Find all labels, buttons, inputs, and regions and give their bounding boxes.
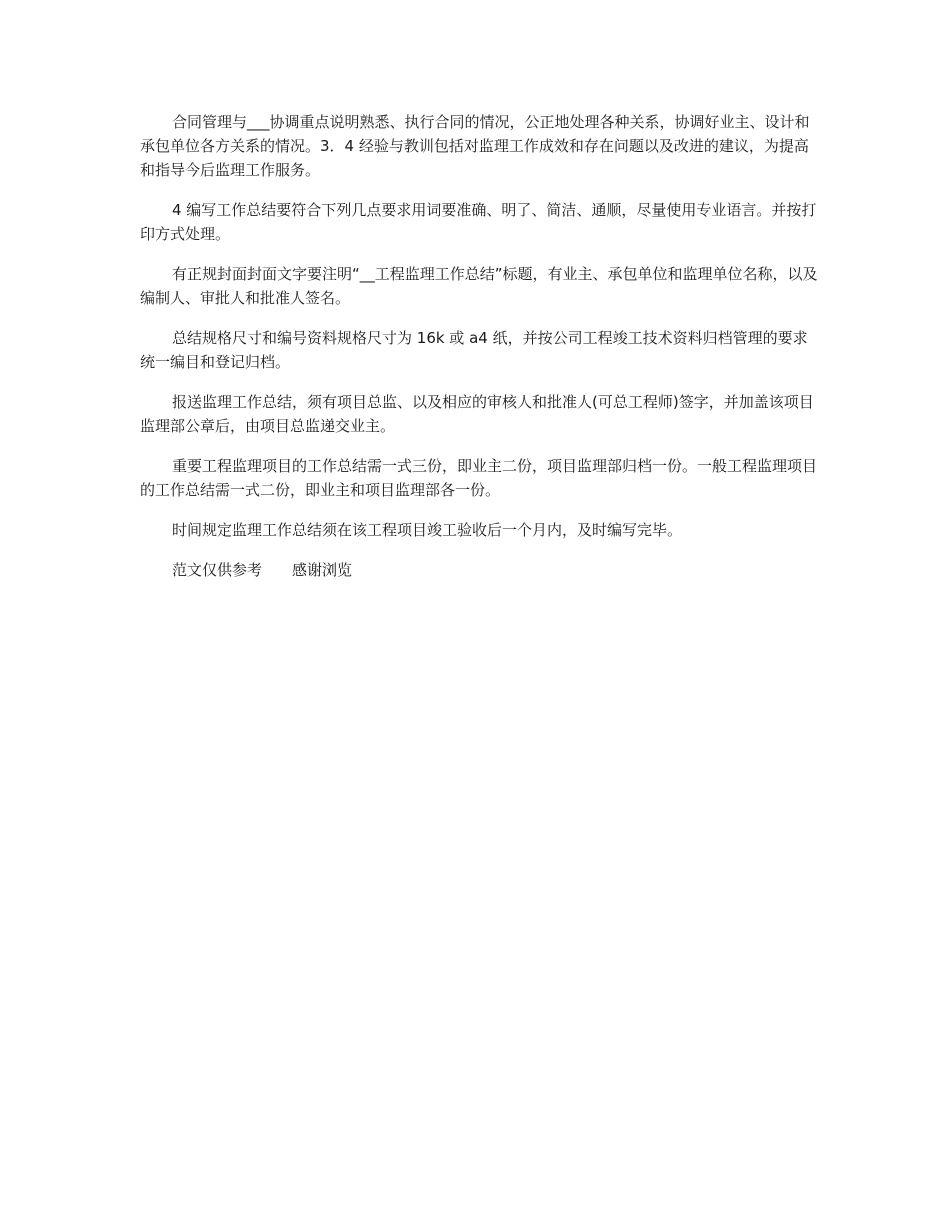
paragraph-writing-requirements: 4 编写工作总结要符合下列几点要求用词要准确、明了、简洁、通顺，尽量使用专业语言。并按打印方式处理。: [140, 201, 817, 243]
paragraph-copies: 重要工程监理项目的工作总结需一式三份，即业主二份，项目监理部归档一份。一般工程监理项目的工作总结需一式二份，即业主和项目监理部各一份。: [140, 457, 818, 499]
paragraph-time-requirement: 时间规定监理工作总结须在该工程项目竣工验收后一个月内，及时编写完毕。: [172, 521, 683, 539]
paragraph-submission: 报送监理工作总结，须有项目总监、以及相应的审核人和批准人(可总工程师)签字，并加盖该项目监理部公章后，由项目总监递交业主。: [140, 393, 814, 435]
document-body: [140, 110, 820, 598]
paragraph-contract-management: 合同管理与___协调重点说明熟悉、执行合同的情况，公正地处理各种关系，协调好业主、设计和承包单位各方关系的情况。3．4 经验与教训包括对监理工作成效和存在问题以及改进的建议，为提高和指导今后监理工作服务。: [140, 113, 810, 179]
paragraph-paper-size: 总结规格尺寸和编号资料规格尺寸为 16k 或 a4 纸，并按公司工程竣工技术资料归档管理的要求统一编目和登记归档。: [140, 329, 808, 371]
paragraph-closing-note: 范文仅供参考 感谢浏览: [172, 561, 353, 579]
paragraph-cover-page: 有正规封面封面文字要注明“__工程监理工作总结”标题，有业主、承包单位和监理单位名称，以及编制人、审批人和批准人签名。: [140, 265, 818, 307]
